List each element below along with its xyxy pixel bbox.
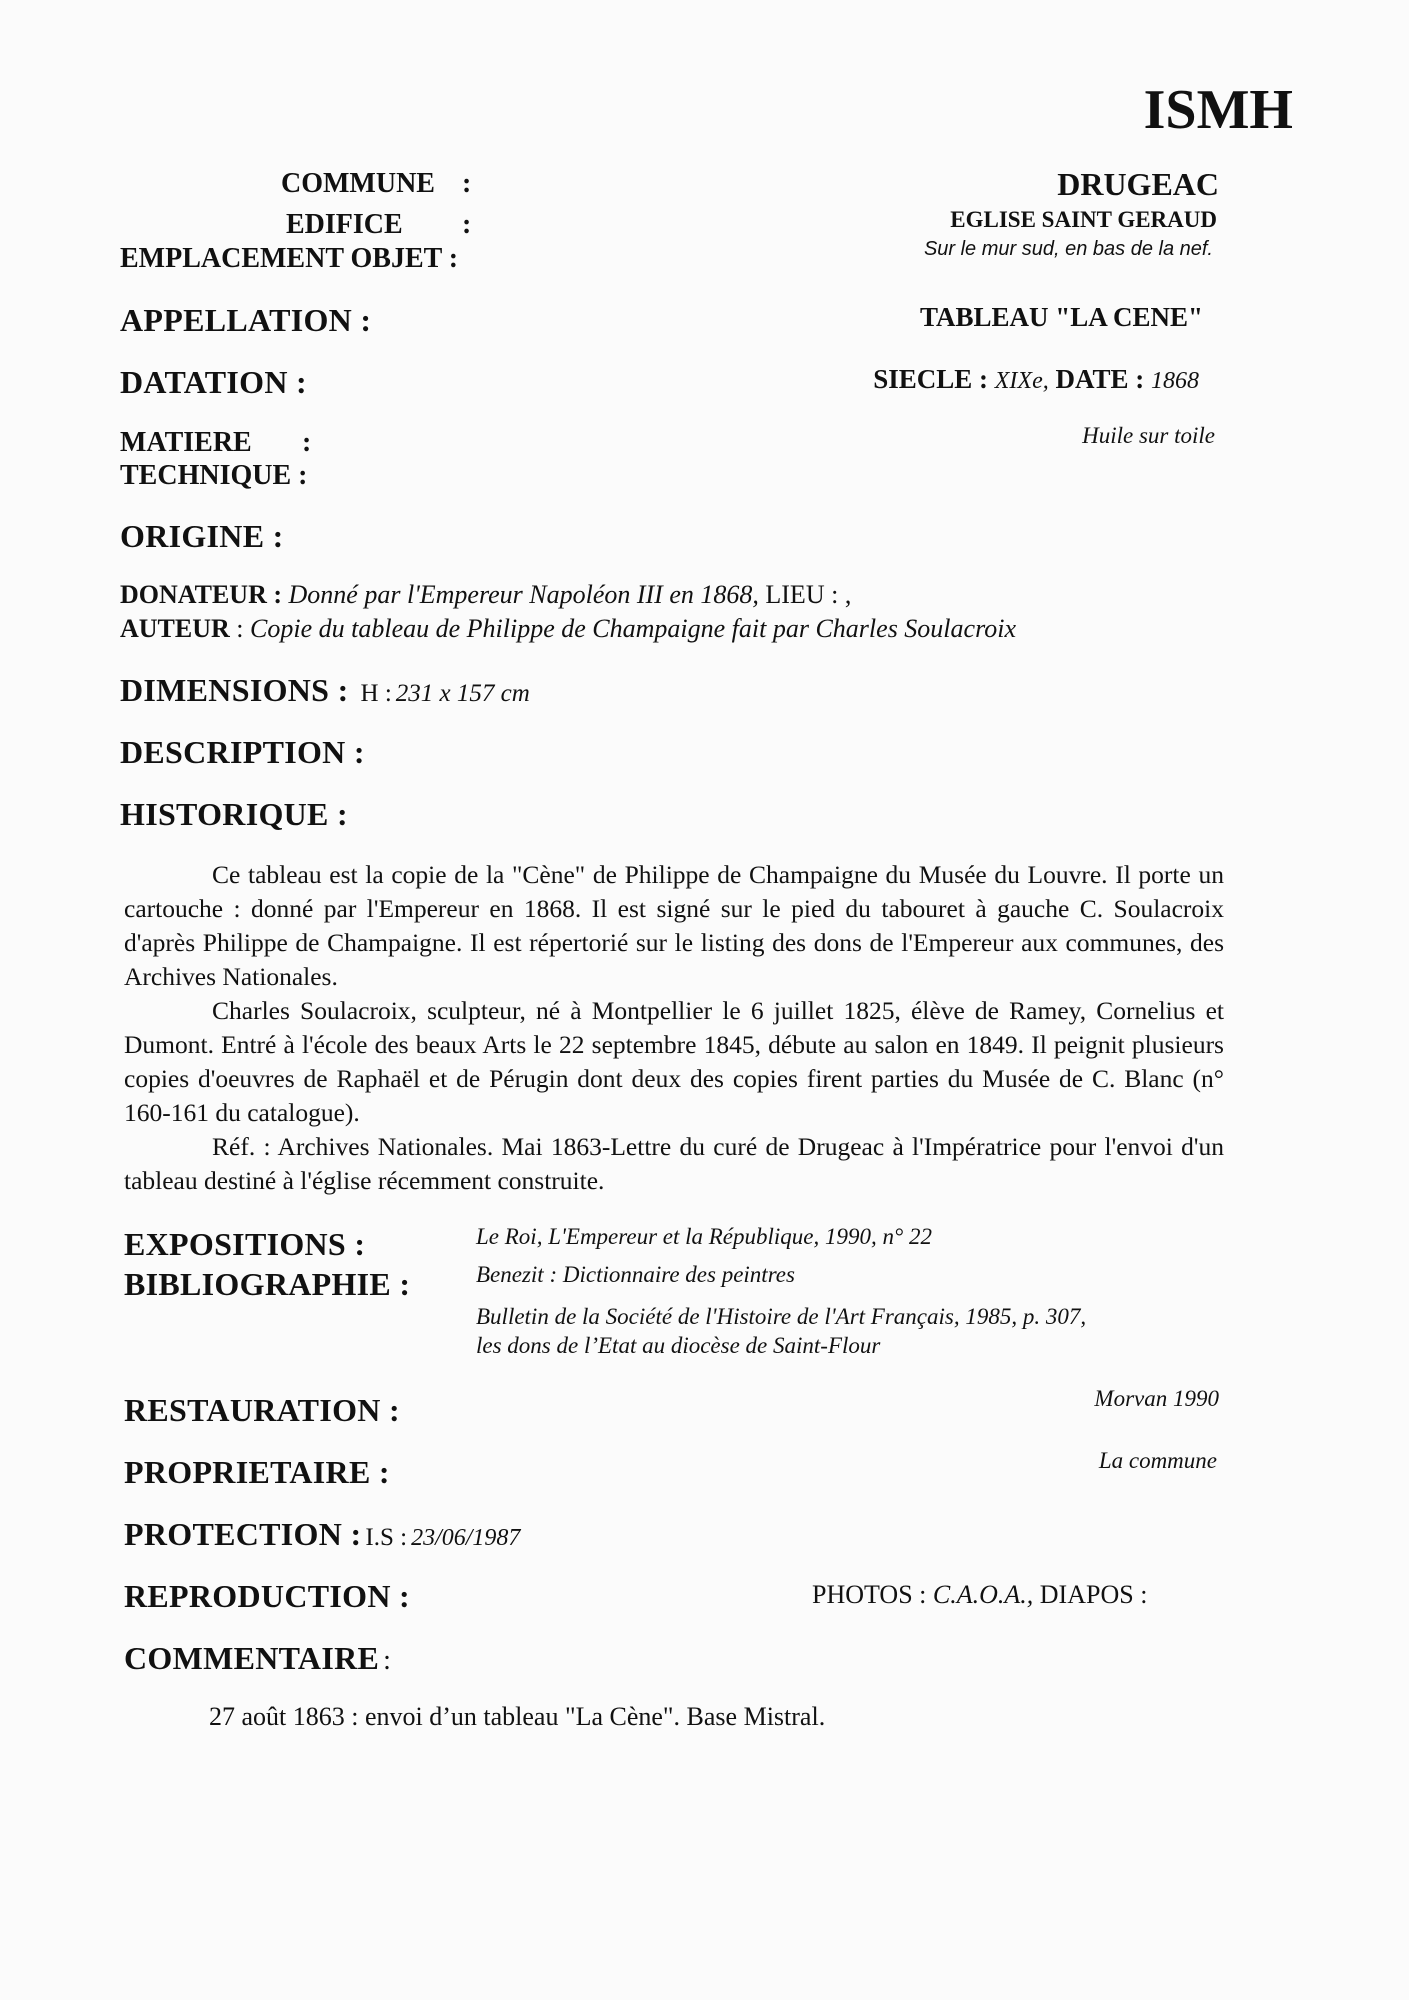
expositions-value: Le Roi, L'Empereur et la République, 1990, n° 22: [476, 1224, 932, 1249]
historique-label: HISTORIQUE :: [120, 796, 348, 832]
bibliographie-item: Bulletin de la Société de l'Histoire de l'Art Français, 1985, p. 307,: [476, 1304, 1087, 1329]
bibliographie-label: BIBLIOGRAPHIE :: [124, 1266, 411, 1302]
protection-line: [124, 1516, 520, 1553]
commentaire-text: 27 août 1863 : envoi d’un tableau "La Cène". Base Mistral.: [209, 1702, 826, 1731]
lieu-label: LIEU : ,: [765, 580, 852, 609]
diapos-label: DIAPOS :: [1039, 1580, 1148, 1609]
donateur-line: [120, 580, 851, 610]
proprietaire-label: PROPRIETAIRE :: [124, 1454, 390, 1490]
bibliographie-item: Benezit : Dictionnaire des peintres: [476, 1262, 795, 1287]
proprietaire-value: La commune: [1098, 1448, 1217, 1473]
commentaire-sep: :: [383, 1645, 391, 1676]
auteur-line: [120, 614, 1016, 644]
reproduction-label: REPRODUCTION :: [124, 1578, 410, 1614]
appellation-value: TABLEAU "LA CENE": [919, 302, 1203, 332]
restauration-value: Morvan 1990: [1094, 1386, 1219, 1411]
siecle-label: SIECLE :: [873, 364, 989, 394]
commentaire-label: COMMENTAIRE: [124, 1640, 380, 1676]
bibliographie-item: les dons de l’Etat au diocèse de Saint-Flour: [476, 1333, 881, 1358]
date-label: DATE :: [1055, 364, 1145, 394]
matiere-sep: :: [302, 427, 312, 458]
auteur-label: AUTEUR: [120, 614, 230, 643]
commune-value: DRUGEAC: [1057, 166, 1219, 202]
photos-value: C.A.O.A.,: [932, 1580, 1034, 1609]
origine-label: ORIGINE :: [120, 518, 284, 554]
dimensions-label: DIMENSIONS :: [120, 672, 349, 708]
matiere-value: Huile sur toile: [1082, 423, 1215, 448]
auteur-sep: :: [236, 614, 244, 643]
commune-label: COMMUNE: [281, 168, 435, 199]
historique-text: [124, 858, 1224, 1198]
date-value: 1868: [1151, 368, 1199, 394]
ismh-code: ISMH: [1143, 79, 1293, 141]
donateur-value: Donné par l'Empereur Napoléon III en 1868,: [288, 580, 759, 609]
edifice-sep: :: [462, 209, 472, 240]
datation-value: [873, 364, 1199, 395]
datation-label: DATATION :: [120, 364, 307, 400]
expositions-label: EXPOSITIONS :: [124, 1226, 366, 1262]
description-label: DESCRIPTION :: [120, 734, 365, 770]
commentaire-line: [124, 1640, 391, 1677]
photos-line: [812, 1580, 1147, 1610]
dimensions-prefix: H :: [360, 680, 392, 707]
protection-label: PROTECTION :: [124, 1516, 362, 1552]
protection-prefix: I.S :: [365, 1524, 408, 1551]
commune-sep: :: [462, 168, 472, 199]
historique-paragraph: Réf. : Archives Nationales. Mai 1863-Lettre du curé de Drugeac à l'Impératrice pour l'envoi d'un tableau destiné à l'église récemment construite.: [124, 1132, 1224, 1195]
edifice-label: EDIFICE: [286, 209, 403, 240]
historique-paragraph: Charles Soulacroix, sculpteur, né à Montpellier le 6 juillet 1825, élève de Ramey, Cornelius et Dumont. Entré à l'école des beaux Arts le 22 septembre 1845, débute au salon en 1849. Il peignit plusieurs copies d'oeuvres de Raphaël et de Pérugin dont deux des copies firent parties du Musée de C. Blanc (n° 160-161 du catalogue).: [124, 996, 1224, 1127]
protection-value: 23/06/1987: [411, 1525, 521, 1551]
matiere-label: MATIERE: [120, 427, 252, 458]
photos-label: PHOTOS :: [812, 1580, 927, 1609]
edifice-value: EGLISE SAINT GERAUD: [950, 207, 1217, 232]
emplacement-value: Sur le mur sud, en bas de la nef.: [923, 238, 1213, 260]
restauration-label: RESTAURATION :: [124, 1392, 400, 1428]
auteur-value: Copie du tableau de Philippe de Champaigne fait par Charles Soulacroix: [250, 614, 1016, 643]
dimensions-value: 231 x 157 cm: [395, 680, 530, 707]
dimensions-line: [120, 672, 530, 709]
historique-paragraph: Ce tableau est la copie de la "Cène" de Philippe de Champaigne du Musée du Louvre. Il porte un cartouche : donné par l'Empereur en 1868. Il est signé sur le pied du tabouret à gauche C. Soulacroix d'après Philippe de Champaigne. Il est répertorié sur le listing des dons de l'Empereur aux communes, des Archives Nationales.: [124, 860, 1224, 991]
appellation-label: APPELLATION :: [120, 302, 372, 338]
donateur-label: DONATEUR :: [120, 580, 283, 609]
technique-label: TECHNIQUE :: [120, 460, 308, 491]
siecle-value: XIXe,: [994, 368, 1049, 394]
emplacement-label: EMPLACEMENT OBJET :: [120, 243, 459, 274]
